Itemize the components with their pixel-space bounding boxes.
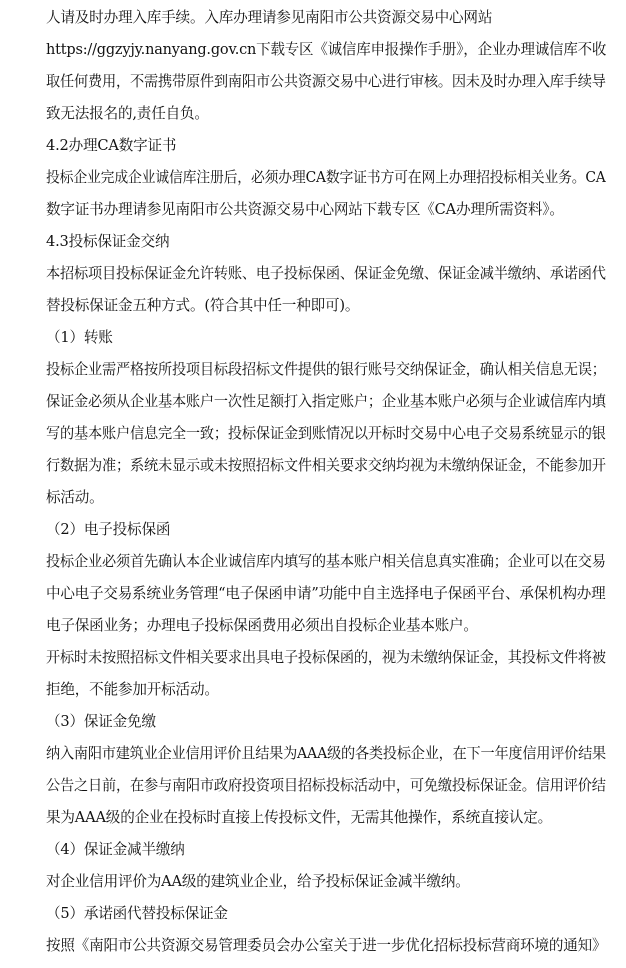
text-line: 电子保函业务；办理电子投标保函费用必须出自投标企业基本账户。 [46,617,478,634]
subsection-heading: （1）转账 [46,329,113,346]
text-line: 开标时未按照招标文件相关要求出具电子投标保函的，视为未缴纳保证金，其投标文件将被 [46,649,606,666]
text-line: 公告之日前，在参与南阳市政府投资项目招标投标活动中，可免缴投标保证金。信用评价结 [46,777,606,794]
subsection-heading: （4）保证金减半缴纳 [46,841,185,858]
text-line: 投标企业完成企业诚信库注册后，必须办理CA数字证书方可在网上办理招投标相关业务。CA [46,169,606,186]
section-heading: 4.3投标保证金交纳 [46,233,170,250]
text-line: 人请及时办理入库手续。入库办理请参见南阳市公共资源交易中心网站 [46,9,493,26]
subsection-heading: （5）承诺函代替投标保证金 [46,905,228,922]
text-line: 拒绝，不能参加开标活动。 [46,681,219,698]
text-line: 取任何费用，不需携带原件到南阳市公共资源交易中心进行审核。因未及时办理入库手续导 [46,73,606,90]
text-line: 对企业信用评价为AA级的建筑业企业，给予投标保证金减半缴纳。 [46,873,470,890]
text-line: 投标企业需严格按所投项目标段招标文件提供的银行账号交纳保证金，确认相关信息无误； [46,361,606,378]
text-line: 致无法报名的,责任自负。 [46,105,209,122]
text-line: 替投标保证金五种方式。(符合其中任一种即可)。 [46,297,360,314]
text-line: 按照《南阳市公共资源交易管理委员会办公室关于进一步优化招标投标营商环境的通知》 [46,937,607,954]
text-line: 标活动。 [46,489,104,506]
text-line: 保证金必须从企业基本账户一次性足额打入指定账户；企业基本账户必须与企业诚信库内填 [46,393,606,410]
text-line: 本招标项目投标保证金允许转账、电子投标保函、保证金免缴、保证金减半缴纳、承诺函代 [46,265,606,282]
text-line: 中心电子交易系统业务管理“电子保函申请”功能中自主选择电子保函平台、承保机构办理 [46,585,606,602]
section-heading: 4.2办理CA数字证书 [46,137,177,154]
text-line: https://ggzyjy.nanyang.gov.cn下载专区《诚信库申报操作手册》，企业办理诚信库不收 [46,41,607,58]
text-line: 行数据为准；系统未显示或未按照招标文件相关要求交纳均视为未缴纳保证金，不能参加开 [46,457,606,474]
text-line: 纳入南阳市建筑业企业信用评价且结果为AAA级的各类投标企业，在下一年度信用评价结果 [46,745,607,762]
text-line: 写的基本账户信息完全一致；投标保证金到账情况以开标时交易中心电子交易系统显示的银 [46,425,606,442]
subsection-heading: （3）保证金免缴 [46,713,156,730]
text-line: 投标企业必须首先确认本企业诚信库内填写的基本账户相关信息真实准确；企业可以在交易 [46,553,606,570]
text-line: 果为AAA级的企业在投标时直接上传投标文件，无需其他操作，系统直接认定。 [46,809,553,826]
subsection-heading: （2）电子投标保函 [46,521,171,538]
text-line: 数字证书办理请参见南阳市公共资源交易中心网站下载专区《CA办理所需资料》。 [46,201,564,218]
